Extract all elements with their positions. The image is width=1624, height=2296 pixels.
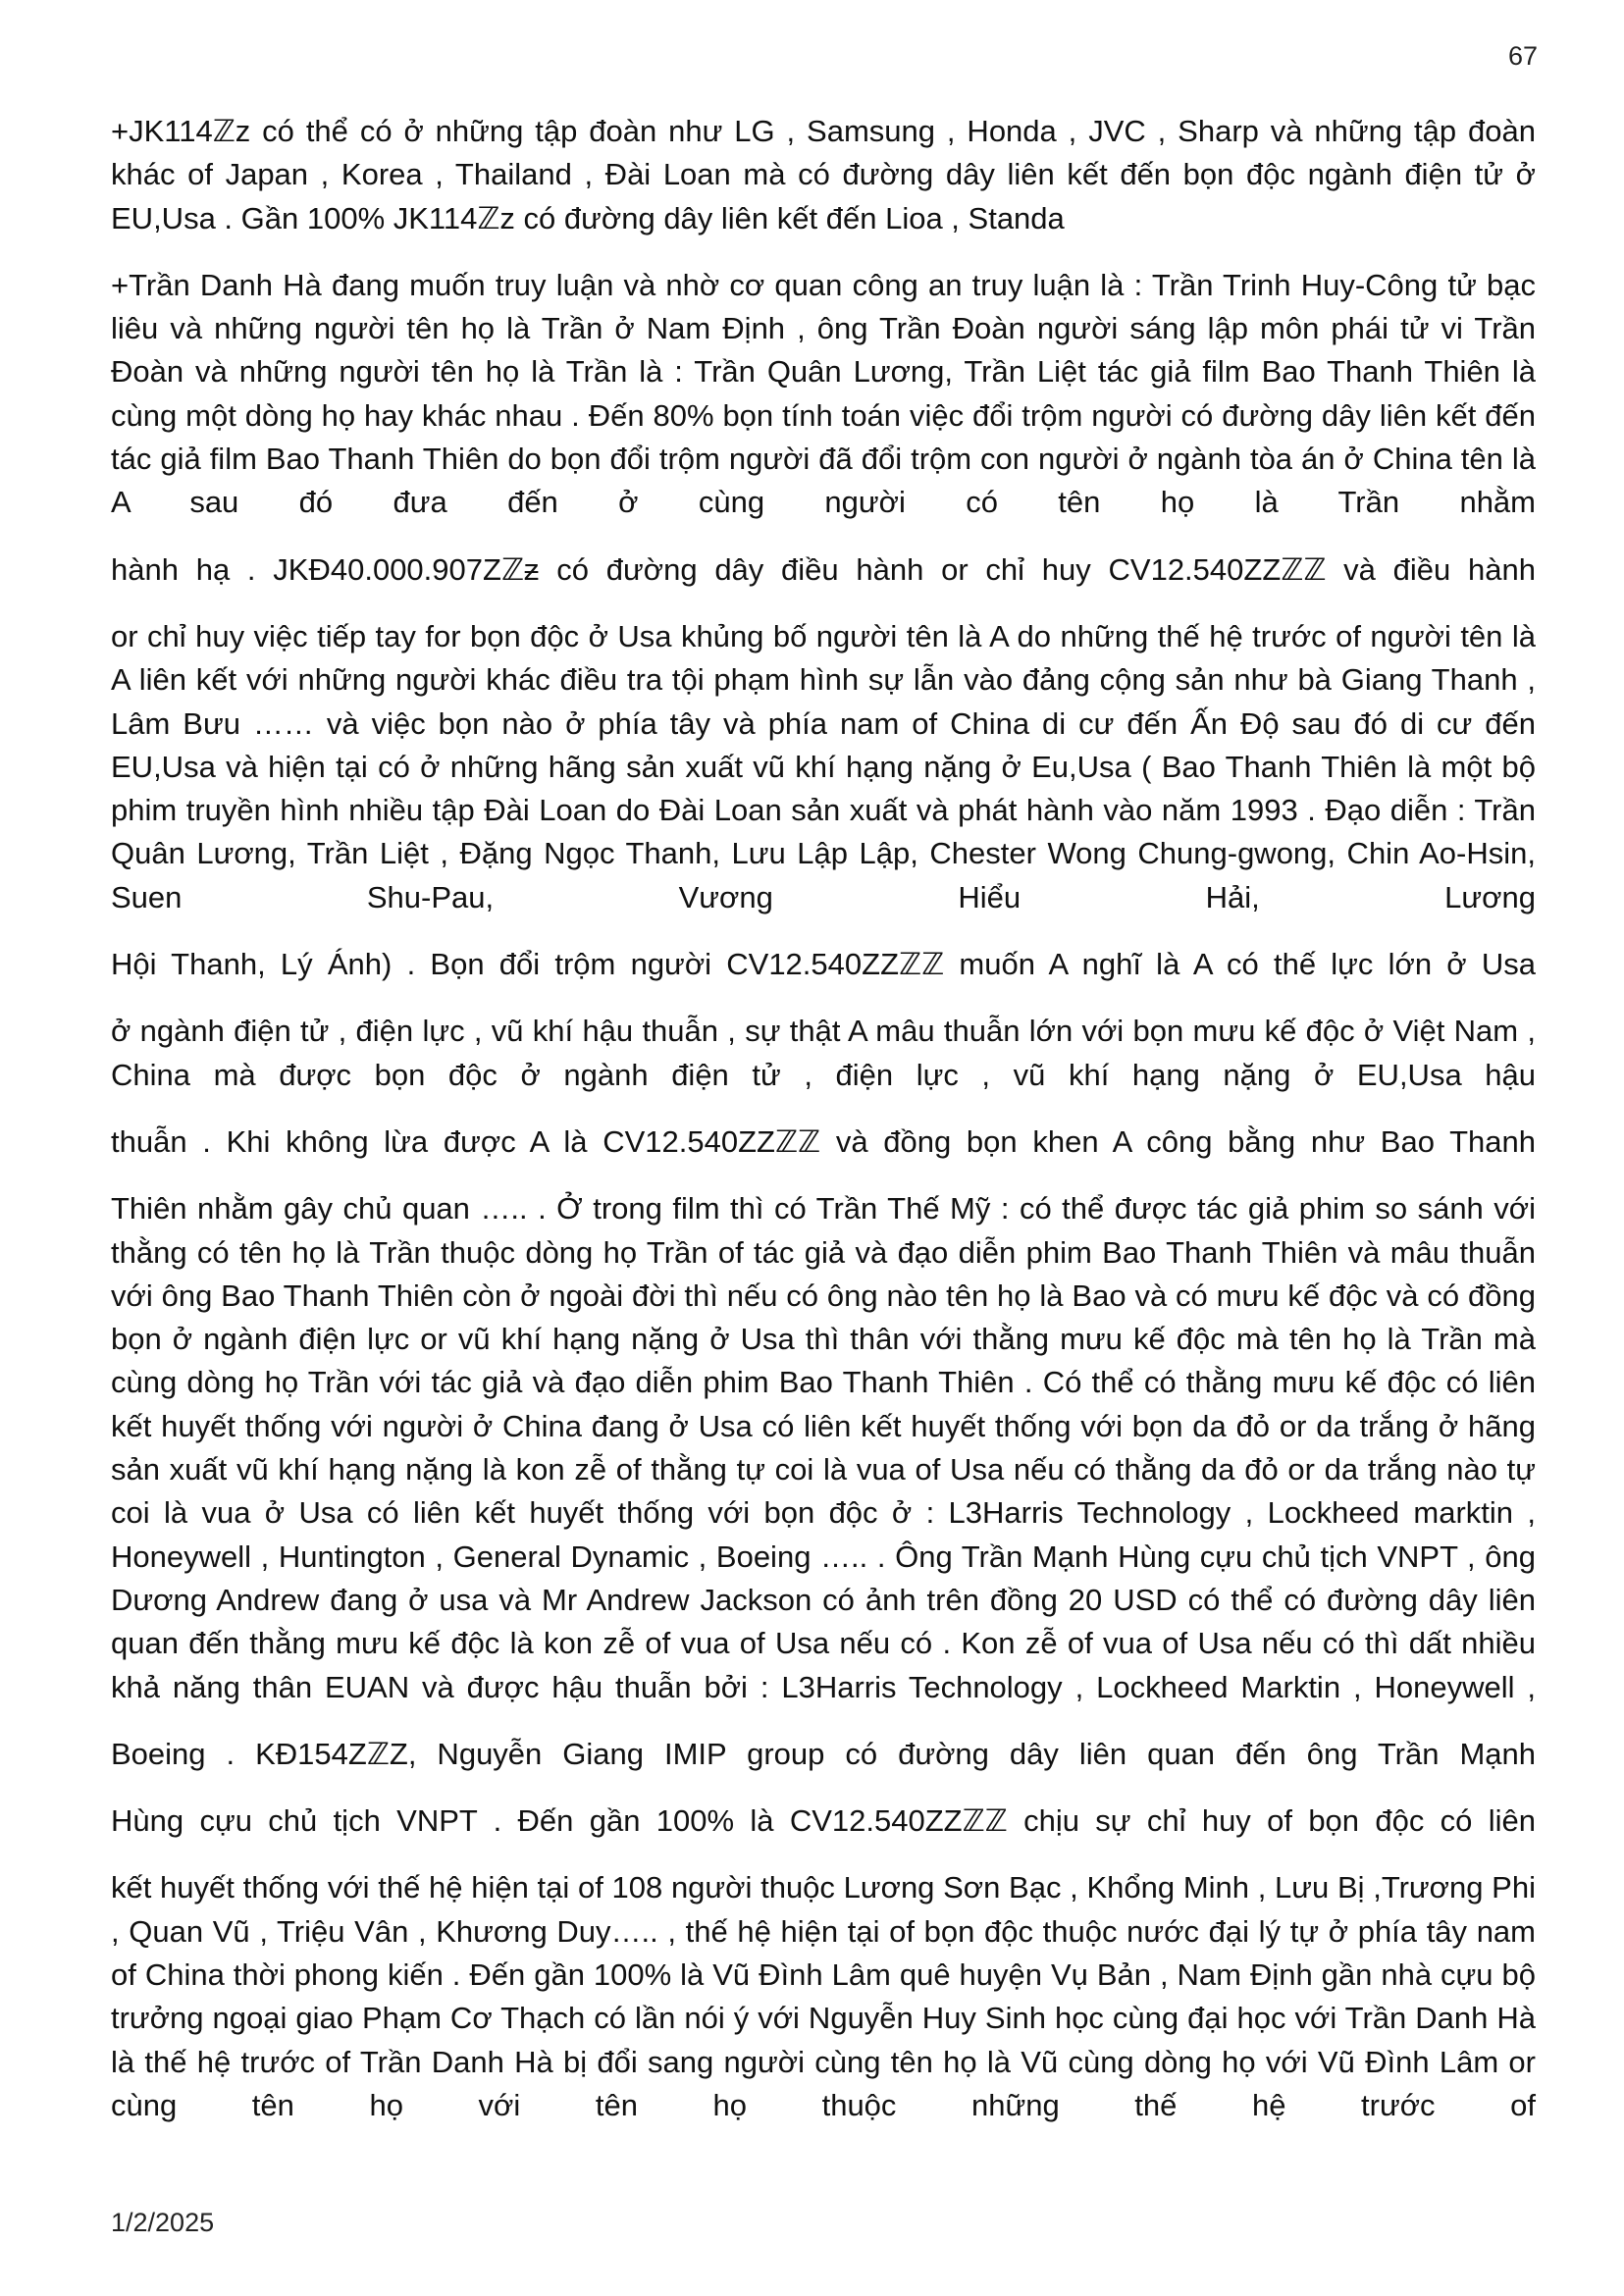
paragraph-5: Hội Thanh, Lý Ánh) . Bọn đổi trộm người CV12.540ZZℤℤ muốn A nghĩ là A có thế lực lớn ở Usa	[111, 947, 1536, 982]
footer-date: 1/2/2025	[111, 2208, 215, 2237]
paragraph-9: Boeing . KĐ154ZℤZ, Nguyễn Giang IMIP group có đường dây liên quan đến ông Trần Mạnh	[111, 1736, 1536, 1771]
paragraph-3: hành hạ . JKĐ40.000.907Zℤƶ có đường dây điều hành or chỉ huy CV12.540ZZℤℤ và điều hành	[111, 551, 1536, 587]
paragraph-8: Thiên nhằm gây chủ quan ….. . Ở trong film thì có Trần Thế Mỹ : có thể được tác giả phim so sánh với thằng có tên họ là Trần thuộc dòng họ Trần of tác giả và đạo diễn phim Bao Thanh Thiên và mâu thuẫn với ông Bao Thanh Thiên còn ở ngoài đời thì nếu có ông nào tên họ là Bao và có mưu kế độc và có đồng bọn ở ngành điện lực or vũ khí hạng nặng ở Usa thì thân với thằng mưu kế độc mà tên họ là Trần mà cùng dòng họ Trần với tác giả và đạo diễn phim Bao Thanh Thiên . Có thể có thằng mưu kế độc có liên kết huyết thống với người ở China đang ở Usa có liên kết huyết thống với bọn da đỏ or da trắng ở hãng sản xuất vũ khí hạng nặng là kon zễ of thằng tự coi là vua of Usa nếu có thằng da đỏ or da trắng nào tự coi là vua ở Usa có liên kết huyết thống với bọn độc ở : L3Harris Technology , Lockheed marktin , Honeywell , Huntington , General Dynamic , Boeing ….. . Ông Trần Mạnh Hùng cựu chủ tịch VNPT , ông Dương Andrew đang ở usa và Mr Andrew Jackson có ảnh trên đồng 20 USD có thể có đường dây liên quan đến thằng mưu kế độc là kon zễ of vua of Usa nếu có . Kon zễ of vua of Usa nếu có thì dất nhiều khả năng thân EUAN và được hậu thuẫn bởi : L3Harris Technology , Lockheed Marktin , Honeywell ,	[111, 1191, 1536, 1704]
paragraph-6: ở ngành điện tử , điện lực , vũ khí hậu thuẫn , sự thật A mâu thuẫn lớn với bọn mưu kế độc ở Việt Nam , China mà được bọn độc ở ngành điện tử , điện lực , vũ khí hạng nặng ở EU,Usa hậu	[111, 1014, 1536, 1092]
paragraph-1: +JK114ℤz có thể có ở những tập đoàn như LG , Samsung , Honda , JVC , Sharp và những tập đoàn khác of Japan , Korea , Thailand , Đài Loan mà có đường dây liên kết đến bọn độc ngành điện tử ở EU,Usa . Gần 100% JK114ℤz có đường dây liên kết đến Lioa , Standa	[111, 114, 1536, 235]
document-body	[111, 110, 1536, 2151]
paragraph-4: or chỉ huy việc tiếp tay for bọn độc ở Usa khủng bố người tên là A do những thế hệ trước of người tên là A liên kết với những người khác điều tra tội phạm hình sự lẫn vào đảng cộng sản như bà Giang Thanh , Lâm Bưu …… và việc bọn nào ở phía tây và phía nam of China di cư đến Ấn Độ sau đó di cư đến EU,Usa và hiện tại có ở những hãng sản xuất vũ khí hạng nặng ở Eu,Usa ( Bao Thanh Thiên là một bộ phim truyền hình nhiều tập Đài Loan do Đài Loan sản xuất và phát hành vào năm 1993 . Đạo diễn : Trần Quân Lương, Trần Liệt , Đặng Ngọc Thanh, Lưu Lập Lập, Chester Wong Chung-gwong, Chin Ao-Hsin, Suen Shu-Pau, Vương Hiểu Hải, Lương	[111, 618, 1536, 914]
paragraph-10: Hùng cựu chủ tịch VNPT . Đến gần 100% là CV12.540ZZℤℤ chịu sự chỉ huy of bọn độc có liên	[111, 1803, 1536, 1839]
paragraph-7: thuẫn . Khi không lừa được A là CV12.540ZZℤℤ và đồng bọn khen A công bằng như Bao Thanh	[111, 1123, 1536, 1159]
paragraph-2: +Trần Danh Hà đang muốn truy luận và nhờ cơ quan công an truy luận là : Trần Trinh Huy-Công tử bạc liêu và những người tên họ là Trần ở Nam Định , ông Trần Đoàn người sáng lập môn phái tử vi Trần Đoàn và những người tên họ là Trần là : Trần Quân Lương, Trần Liệt tác giả film Bao Thanh Thiên là cùng một dòng họ hay khác nhau . Đến 80% bọn tính toán việc đổi trộm người có đường dây liên kết đến tác giả film Bao Thanh Thiên do bọn đổi trộm người đã đổi trộm con người ở ngành tòa án ở China tên là A sau đó đưa đến ở cùng người có tên họ là Trần nhằm	[111, 267, 1536, 520]
page-number: 67	[1507, 41, 1538, 71]
paragraph-11: kết huyết thống với thế hệ hiện tại of 108 người thuộc Lương Sơn Bạc , Khổng Minh , Lưu Bị ,Trương Phi , Quan Vũ , Triệu Vân , Khương Duy….. , thế hệ hiện tại of bọn độc thuộc nước đại lý tự ở phía tây nam of China thời phong kiến . Đến gần 100% là Vũ Đình Lâm quê huyện Vụ Bản , Nam Định gần nhà cựu bộ trưởng ngoại giao Phạm Cơ Thạch có lần nói ý với Nguyễn Huy Sinh học cùng đại học với Trần Danh Hà là thế hệ trước of Trần Danh Hà bị đổi sang người cùng tên họ là Vũ cùng dòng họ với Vũ Đình Lâm or cùng tên họ với tên họ thuộc những thế hệ trước of	[111, 1870, 1536, 2122]
